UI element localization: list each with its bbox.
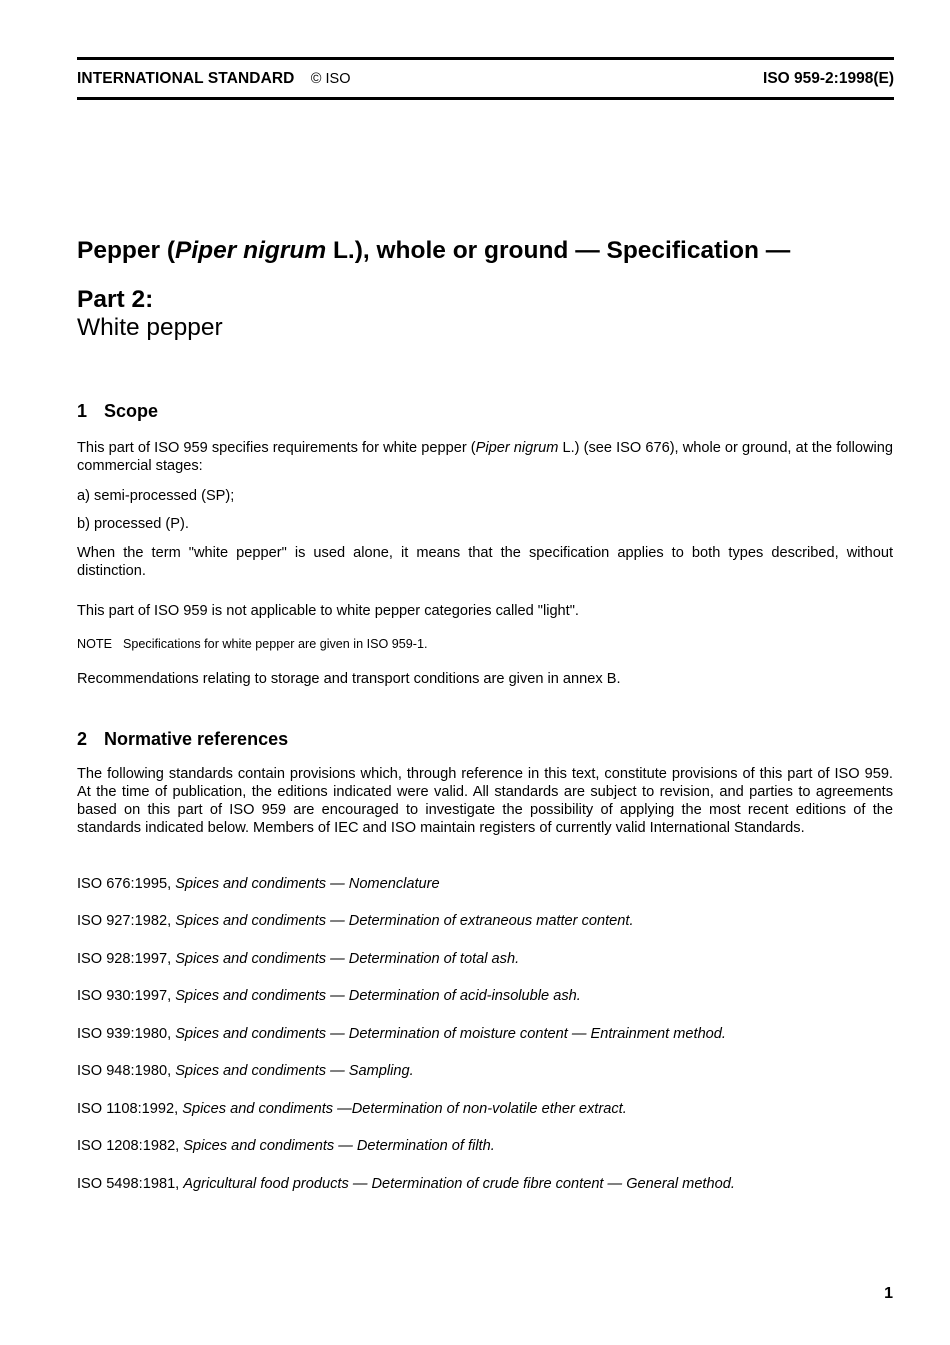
- header-standard-label: INTERNATIONAL STANDARD: [77, 70, 295, 87]
- reference-id: ISO 5498:1981,: [77, 1176, 184, 1192]
- reference-title: Spices and condiments — Determination of moisture content — Entrainment method.: [175, 1026, 726, 1042]
- reference-title: Spices and condiments — Sampling.: [175, 1063, 414, 1079]
- part-label: Part 2:: [77, 286, 154, 313]
- section-2-title: Normative references: [104, 729, 289, 749]
- reference-title: Spices and condiments —Determination of non-volatile ether extract.: [182, 1101, 627, 1117]
- reference-title: Spices and condiments — Nomenclature: [175, 876, 440, 892]
- section-1-number: 1: [77, 401, 88, 421]
- reference-id: ISO 930:1997,: [77, 988, 176, 1004]
- reference-id: ISO 927:1982,: [77, 913, 176, 929]
- part-subtitle: White pepper: [77, 314, 223, 341]
- reference-item: [77, 1025, 726, 1043]
- section-1-title: Scope: [104, 401, 159, 421]
- reference-item: [77, 950, 519, 968]
- reference-title: Agricultural food products — Determination of crude fibre content — General method.: [183, 1176, 735, 1192]
- title-species: Piper nigrum: [175, 237, 327, 264]
- reference-item: [77, 1100, 627, 1118]
- header-bottom-rule: [77, 97, 894, 100]
- document-title: [77, 236, 790, 266]
- section-2-number: 2: [77, 729, 88, 749]
- section-1-heading: [77, 400, 158, 422]
- page-number: 1: [884, 1285, 893, 1302]
- reference-item: [77, 1175, 735, 1193]
- header-copyright: © ISO: [310, 71, 351, 87]
- scope-intro-species: Piper nigrum: [475, 440, 559, 456]
- note-text: Specifications for white pepper are given in ISO 959-1.: [122, 637, 428, 651]
- reference-id: ISO 1108:1992,: [77, 1101, 183, 1117]
- reference-id: ISO 948:1980,: [77, 1063, 176, 1079]
- reference-item: [77, 1062, 414, 1080]
- scope-note: [77, 636, 428, 652]
- reference-item: [77, 987, 581, 1005]
- scope-intro-paragraph: [77, 439, 893, 475]
- reference-title: Spices and condiments — Determination of total ash.: [175, 951, 520, 967]
- reference-id: ISO 928:1997,: [77, 951, 176, 967]
- reference-title: Spices and condiments — Determination of acid-insoluble ash.: [175, 988, 581, 1004]
- reference-item: [77, 1137, 495, 1155]
- header-top-rule: [77, 57, 894, 60]
- reference-title: Spices and condiments — Determination of extraneous matter content.: [175, 913, 634, 929]
- scope-item-a: a) semi-processed (SP);: [77, 488, 235, 504]
- header-standard-number: ISO 959-2:1998(E): [763, 70, 894, 87]
- scope-item-b: b) processed (P).: [77, 516, 189, 532]
- scope-intro-post: L.) (see ISO 676), whole or ground, at the following commercial stages:: [77, 440, 894, 474]
- reference-id: ISO 1208:1982,: [77, 1138, 184, 1154]
- normative-intro-paragraph: The following standards contain provisions which, through reference in this text, constitute provisions of this part of ISO 959. At the time of publication, the editions indicated were valid. All standards are subject to revision, and parties to agreements based on this part of ISO 959 are encouraged to investigate the possibility of applying the most recent editions of the standards indicated below. Members of IEC and ISO maintain registers of currently valid International Standards.: [77, 766, 893, 836]
- reference-title: Spices and condiments — Determination of filth.: [183, 1138, 495, 1154]
- section-2-heading: [77, 728, 288, 750]
- reference-id: ISO 939:1980,: [77, 1026, 176, 1042]
- title-post: L.), whole or ground — Specification —: [326, 237, 791, 264]
- reference-item: [77, 912, 634, 930]
- note-tag: NOTE: [77, 637, 112, 651]
- scope-storage-paragraph: Recommendations relating to storage and transport conditions are given in annex B.: [77, 671, 621, 687]
- reference-item: [77, 875, 440, 893]
- reference-id: ISO 676:1995,: [77, 876, 176, 892]
- scope-term-paragraph: When the term "white pepper" is used alone, it means that the specification applies to both types described, without distinction.: [77, 545, 893, 579]
- scope-light-paragraph: This part of ISO 959 is not applicable to white pepper categories called "light".: [77, 603, 579, 619]
- title-pre: Pepper (: [77, 237, 176, 264]
- scope-intro-pre: This part of ISO 959 specifies requirements for white pepper (: [77, 440, 476, 456]
- running-header: [77, 69, 894, 91]
